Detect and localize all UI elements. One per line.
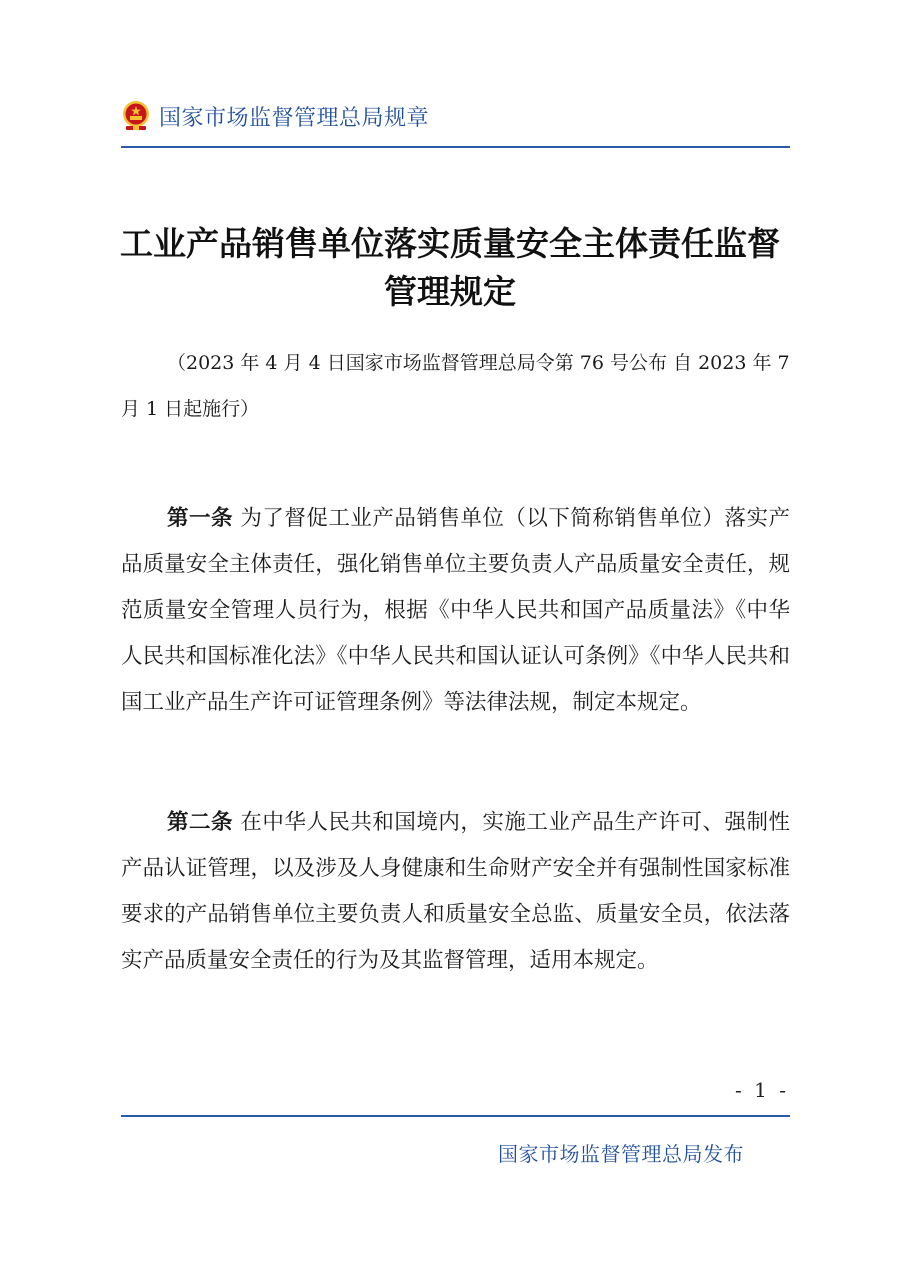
document-title [100, 220, 800, 316]
page-number: - 1 - [735, 1078, 789, 1102]
document-title-line-1: 工业产品销售单位落实质量安全主体责任监督 [120, 224, 780, 263]
article-number: 第二条 [167, 810, 234, 835]
header-divider [121, 146, 790, 148]
article-text: 在中华人民共和国境内，实施工业产品生产许可、强制性产品认证管理，以及涉及人身健康和生命财产安全并有强制性国家标准要求的产品销售单位主要负责人和质量安全总监、质量安全员，依法落实产品质量安全责任的行为及其监督管理，适用本规定。 [121, 810, 790, 973]
footer-divider [121, 1115, 790, 1117]
promulgation-note: （2023 年 4 月 4 日国家市场监督管理总局令第 76 号公布 自 2023 年 7 月 1 日起施行） [121, 352, 790, 420]
article-text: 为了督促工业产品销售单位（以下简称销售单位）落实产品质量安全主体责任，强化销售单位主要负责人产品质量安全责任，规范质量安全管理人员行为，根据《中华人民共和国产品质量法》《中华人民共和国标准化法》《中华人民共和国认证认可条例》《中华人民共和国工业产品生产许可证管理条例》等法律法规，制定本规定。 [121, 506, 790, 715]
national-emblem-icon [121, 99, 151, 133]
article-2 [121, 800, 790, 984]
article-1 [121, 496, 790, 726]
footer-publisher: 国家市场监督管理总局发布 [498, 1142, 744, 1166]
page-header [121, 96, 429, 136]
header-title: 国家市场监督管理总局规章 [159, 105, 430, 131]
document-title-line-2: 管理规定 [384, 272, 516, 311]
article-number: 第一条 [167, 506, 234, 531]
